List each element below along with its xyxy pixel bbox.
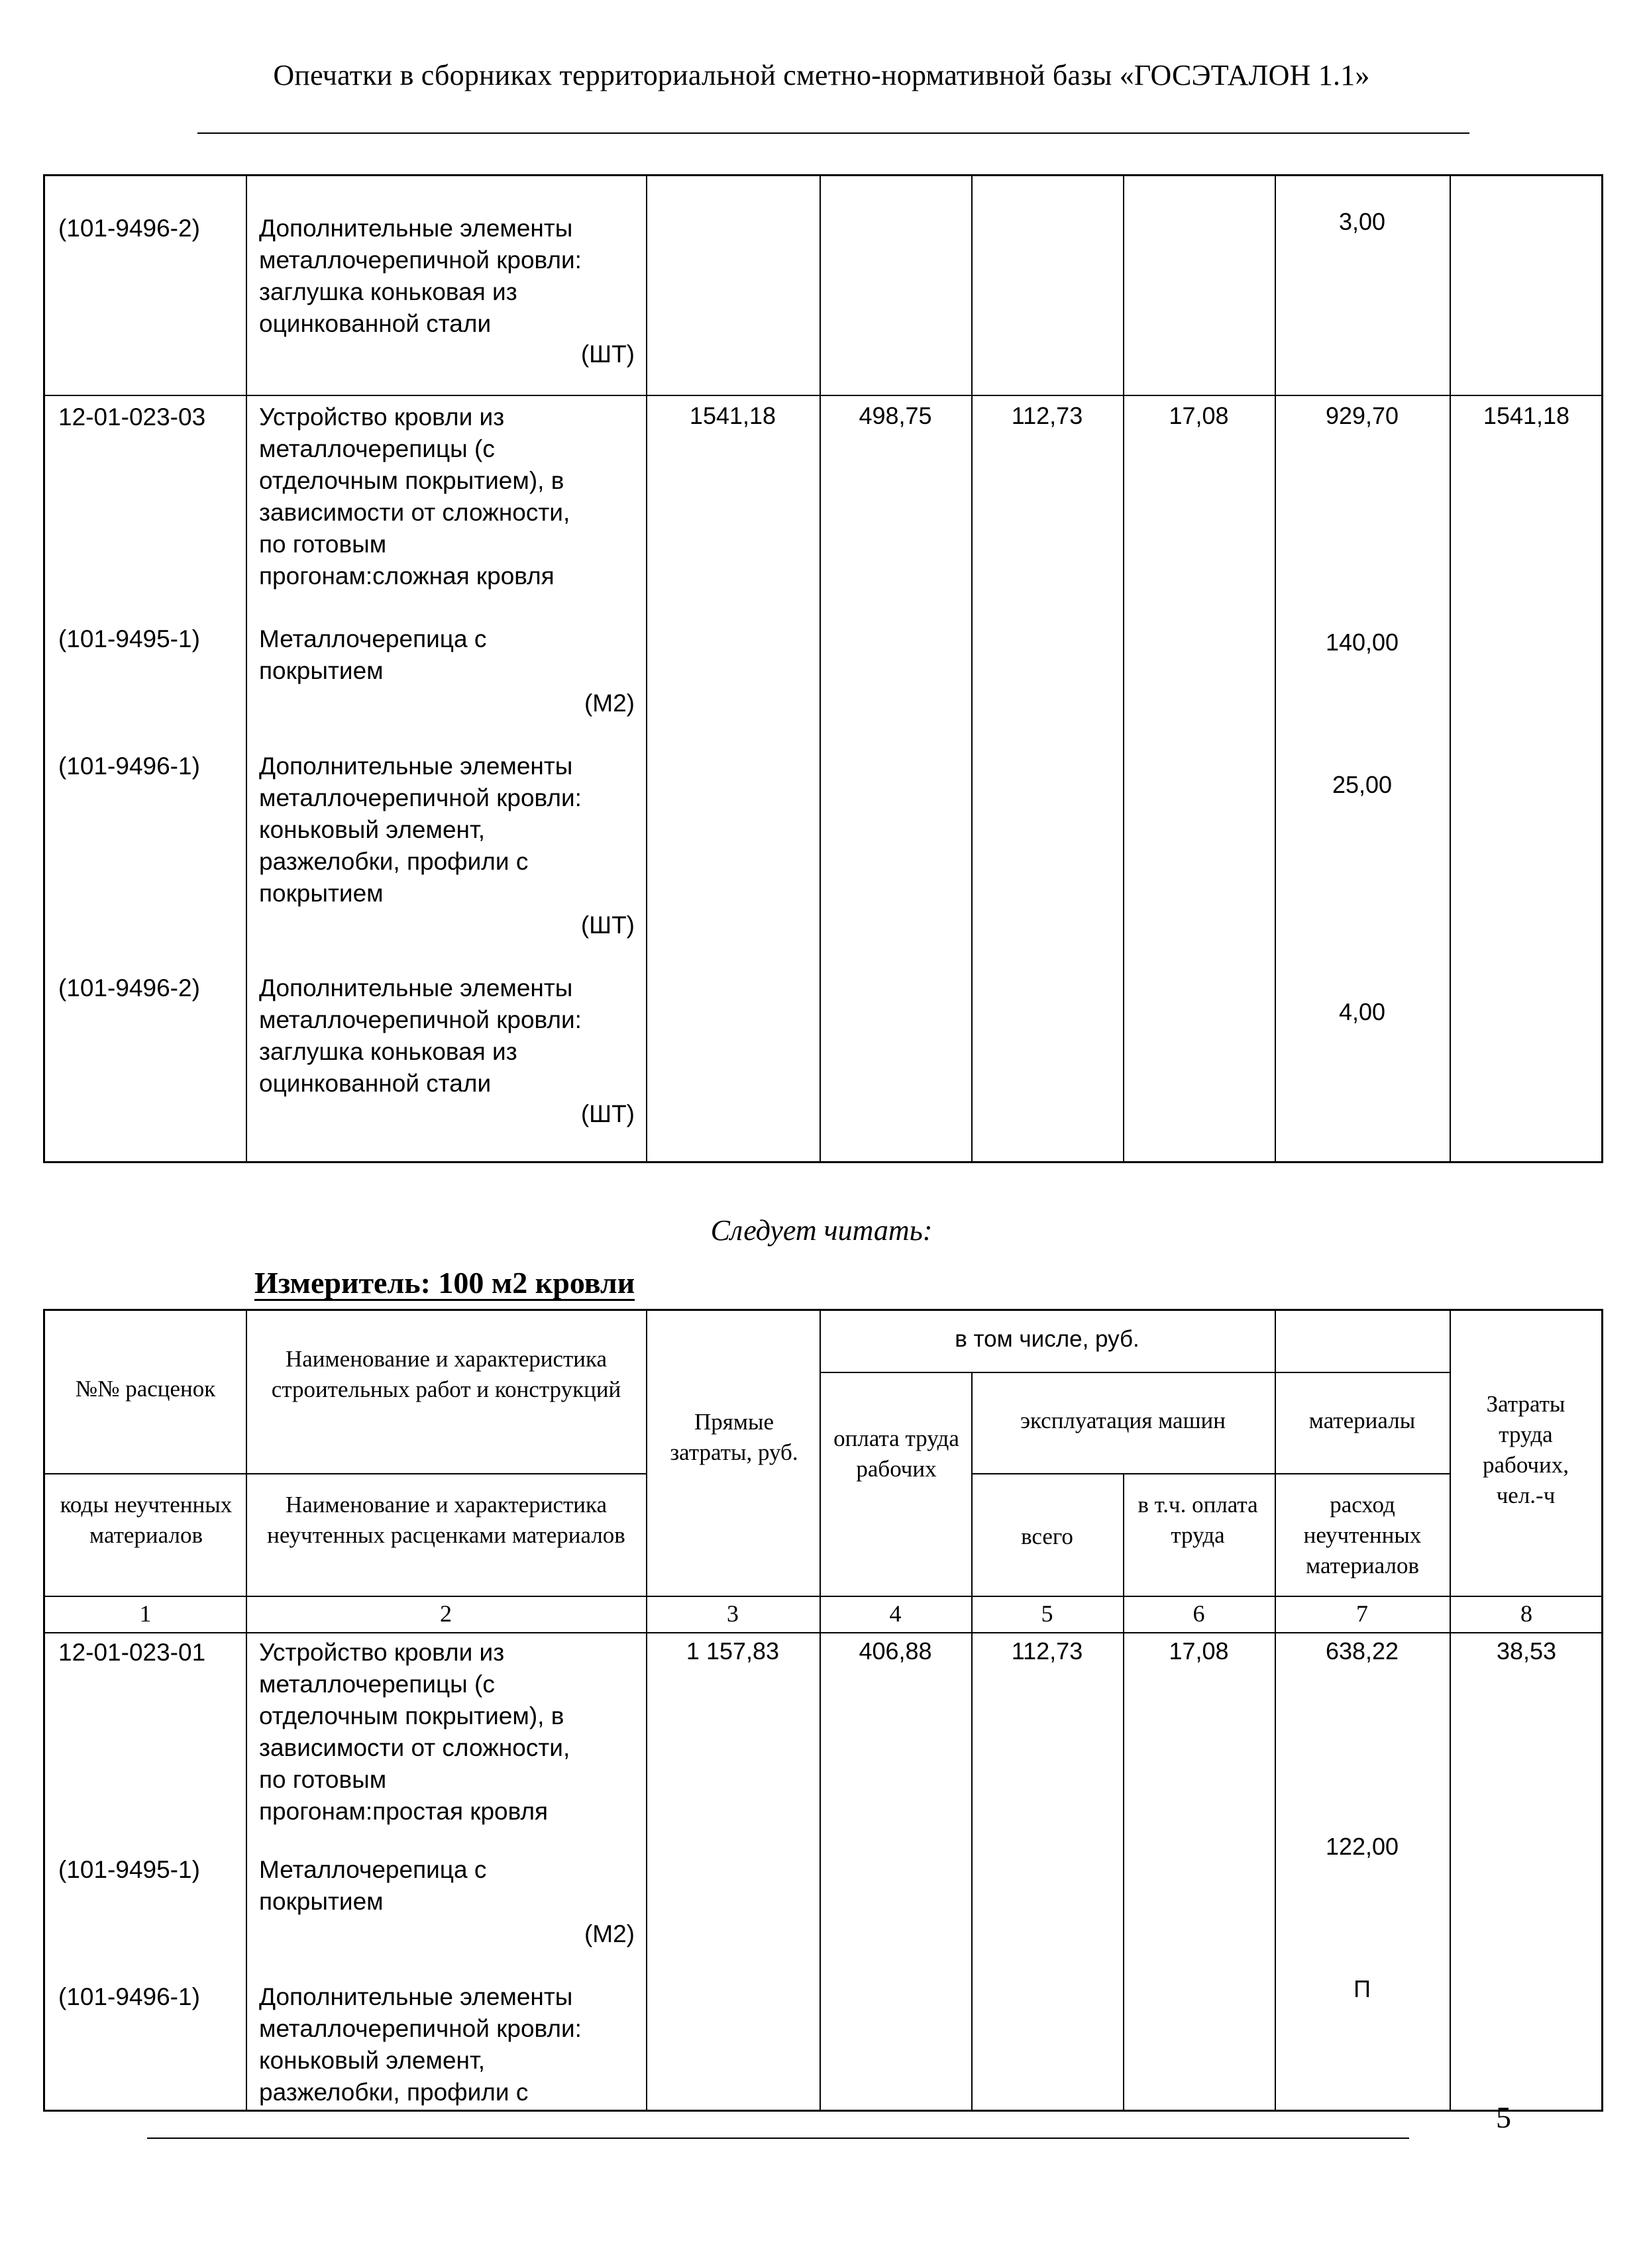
unit-label: (ШТ) bbox=[580, 911, 635, 939]
rate-code: (101-9496-1) bbox=[58, 1983, 200, 2010]
bottom-table bbox=[43, 1309, 1603, 2112]
top-table bbox=[43, 174, 1603, 1163]
material-consumption: 3,00 bbox=[1338, 208, 1386, 235]
labor-cost: 1541,18 bbox=[1483, 402, 1570, 429]
page-number: 5 bbox=[1496, 2100, 1511, 2134]
labor-cost: 38,53 bbox=[1496, 1637, 1557, 1665]
item-description: Дополнительные элементы металлочерепичной кровли: заглушка коньковая из оцинкованной стали bbox=[259, 215, 582, 337]
material-consumption: П bbox=[1353, 1975, 1371, 2002]
rate-code: (101-9496-2) bbox=[58, 215, 200, 242]
item-description: Металлочерепица с покрытием bbox=[259, 1856, 487, 1915]
item-description: Дополнительные элементы металлочерепичной кровли: коньковый элемент, разжелобки, профили с покрытием bbox=[259, 752, 582, 907]
unit-label: (ШТ) bbox=[580, 1100, 635, 1127]
column-number: 4 bbox=[889, 1600, 902, 1627]
item-description: Дополнительные элементы металлочерепичной кровли: коньковый элемент, разжелобки, профили с bbox=[259, 1983, 582, 2106]
header-direct-costs: Прямые затраты, руб. bbox=[670, 1409, 798, 1465]
materials-value: 638,22 bbox=[1325, 1637, 1399, 1665]
machines-total: 112,73 bbox=[1011, 402, 1083, 429]
page-header-title: Опечатки в сборниках территориальной сметно-нормативной базы «ГОСЭТАЛОН 1.1» bbox=[273, 59, 1370, 91]
machines-labor-pay: 17,08 bbox=[1169, 1637, 1229, 1665]
header-machines-total: всего bbox=[1021, 1523, 1073, 1549]
header-machines: эксплуатация машин bbox=[1020, 1408, 1226, 1433]
rate-code: (101-9495-1) bbox=[58, 1856, 200, 1883]
rate-code: 12-01-023-03 bbox=[58, 403, 206, 431]
labor-pay: 406,88 bbox=[859, 1637, 932, 1665]
header-materials: материалы bbox=[1308, 1408, 1416, 1433]
rate-code: (101-9496-1) bbox=[58, 752, 200, 780]
material-consumption: 140,00 bbox=[1325, 629, 1399, 656]
unit-label: (М2) bbox=[584, 1920, 635, 1947]
item-description: Устройство кровли из металлочерепицы (с отделочным покрытием), в зависимости от сложности, по готовым прогонам:сложная кровля bbox=[259, 403, 570, 590]
header-rule bbox=[197, 132, 1469, 134]
material-consumption: 4,00 bbox=[1338, 998, 1386, 1025]
direct-costs: 1541,18 bbox=[689, 402, 776, 429]
follows-caption: Следует читать: bbox=[710, 1214, 933, 1247]
column-number: 8 bbox=[1520, 1600, 1532, 1627]
header-rate-no: №№ расценок bbox=[75, 1376, 216, 1402]
labor-pay: 498,75 bbox=[859, 402, 932, 429]
header-name-top: Наименование и характеристика строительных работ и конструкций bbox=[271, 1346, 621, 1402]
footer-rule bbox=[147, 2138, 1409, 2139]
unit-label: (М2) bbox=[584, 690, 635, 717]
rate-code: (101-9496-2) bbox=[58, 974, 200, 1002]
machines-total: 112,73 bbox=[1011, 1637, 1083, 1665]
rate-code: (101-9495-1) bbox=[58, 625, 200, 652]
header-machines-labor-pay: в т.ч. оплата труда bbox=[1138, 1492, 1258, 1548]
header-labor-pay: оплата труда рабочих bbox=[833, 1425, 959, 1482]
material-consumption: 25,00 bbox=[1332, 771, 1393, 798]
header-name-bottom: Наименование и характеристика неучтенных расценками материалов bbox=[267, 1492, 625, 1548]
item-description: Дополнительные элементы металлочерепичной кровли: заглушка коньковая из оцинкованной стали bbox=[259, 974, 582, 1097]
header-including: в том числе, руб. bbox=[955, 1326, 1140, 1352]
direct-costs: 1 157,83 bbox=[686, 1637, 780, 1665]
machines-labor-pay: 17,08 bbox=[1169, 402, 1229, 429]
header-labor-cost: Затраты труда рабочих, чел.-ч bbox=[1482, 1391, 1569, 1508]
unit-label: (ШТ) bbox=[580, 340, 635, 368]
item-description: Устройство кровли из металлочерепицы (с отделочным покрытием), в зависимости от сложности, по готовым прогонам:простая кровля bbox=[259, 1639, 570, 1825]
column-number: 7 bbox=[1356, 1600, 1368, 1627]
materials-value: 929,70 bbox=[1325, 402, 1399, 429]
header-consumption: расход неучтенных материалов bbox=[1303, 1492, 1422, 1578]
item-description: Металлочерепица с покрытием bbox=[259, 625, 487, 684]
header-codes: коды неучтенных материалов bbox=[60, 1492, 233, 1548]
column-number: 1 bbox=[139, 1600, 152, 1627]
material-consumption: 122,00 bbox=[1325, 1833, 1399, 1860]
column-number: 6 bbox=[1192, 1600, 1205, 1627]
column-number: 5 bbox=[1041, 1600, 1053, 1627]
column-number: 3 bbox=[727, 1600, 739, 1627]
column-number: 2 bbox=[440, 1600, 452, 1627]
measure-caption: Измеритель: 100 м2 кровли bbox=[254, 1266, 635, 1300]
rate-code: 12-01-023-01 bbox=[58, 1639, 206, 1666]
